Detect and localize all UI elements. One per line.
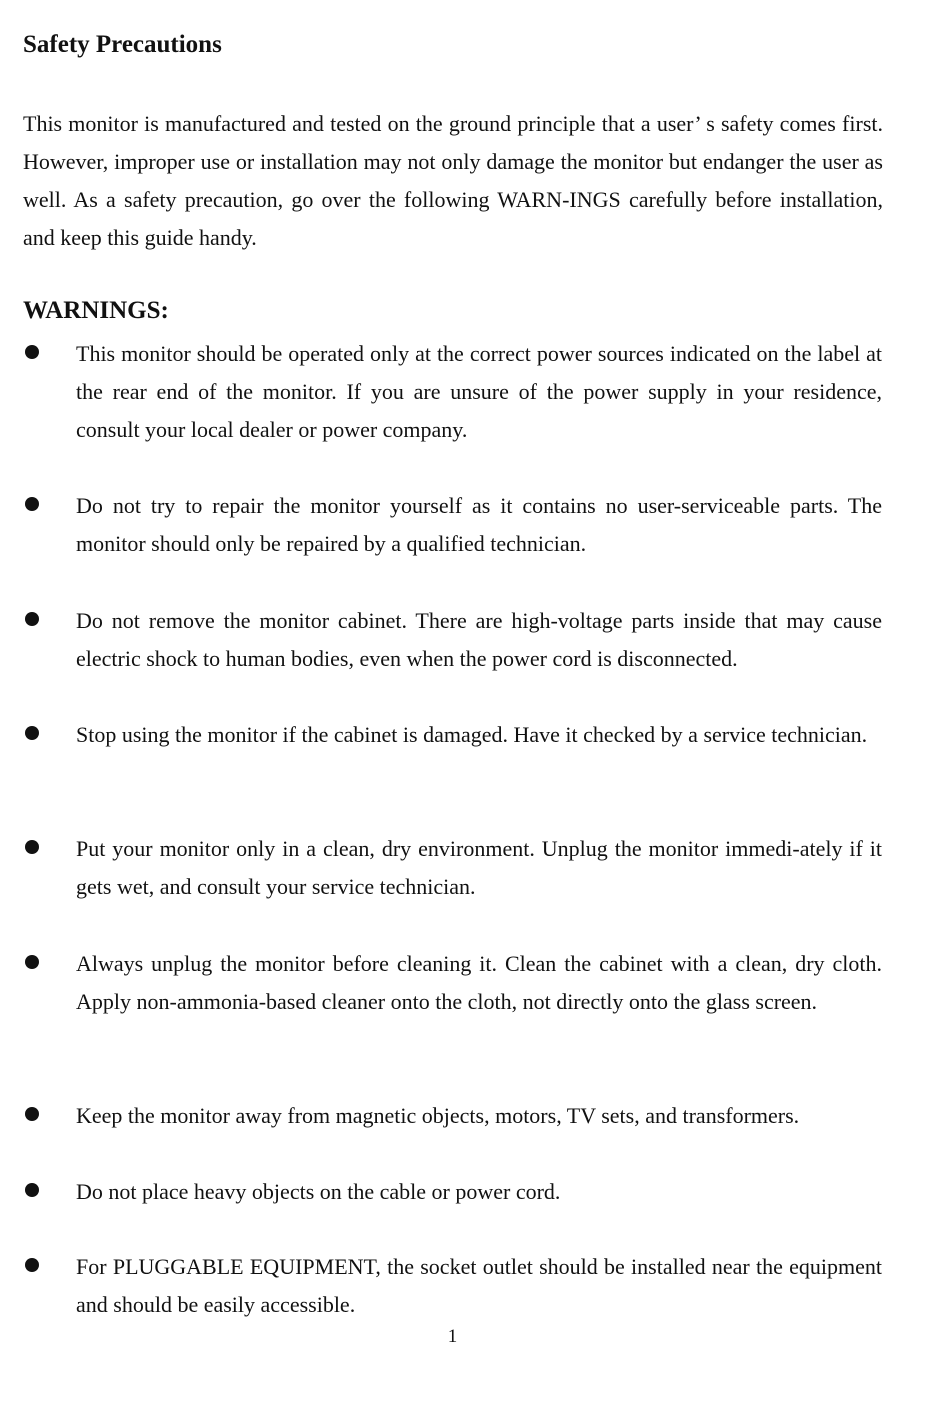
intro-paragraph: This monitor is manufactured and tested on the ground principle that a user’ s safety comes first. However, improper use or installation may not only damage the monitor but endanger the user as well. As a safety precaution, go over the following WARN-INGS carefully before installation, and keep this guide handy. — [23, 111, 883, 250]
bullet-icon — [25, 840, 39, 854]
warning-text: Do not place heavy objects on the cable or power cord. — [76, 1179, 561, 1204]
bullet-icon — [25, 497, 39, 511]
warning-text: This monitor should be operated only at the correct power sources indicated on the label at the rear end of the monitor. If you are unsure of the power supply in your residence, consult your local dealer or power company. — [76, 341, 882, 442]
bullet-icon — [25, 1258, 39, 1272]
warning-text: Do not try to repair the monitor yourself as it contains no user-serviceable parts. The monitor should only be repaired by a qualified technician. — [76, 493, 882, 556]
page-number: 1 — [447, 1326, 458, 1347]
warning-text: Always unplug the monitor before cleaning it. Clean the cabinet with a clean, dry cloth. Apply non-ammonia-based cleaner onto the cloth, not directly onto the glass screen. — [76, 951, 882, 1014]
bullet-icon — [25, 726, 39, 740]
warning-text: Do not remove the monitor cabinet. There are high-voltage parts inside that may cause electric shock to human bodies, even when the power cord is disconnected. — [76, 608, 882, 671]
warning-text: For PLUGGABLE EQUIPMENT, the socket outlet should be installed near the equipment and should be easily accessible. — [76, 1254, 882, 1317]
bullet-icon — [25, 1107, 39, 1121]
bullet-icon — [25, 345, 39, 359]
bullet-icon — [25, 955, 39, 969]
bullet-icon — [25, 612, 39, 626]
page-title: Safety Precautions — [23, 31, 222, 58]
warning-text: Keep the monitor away from magnetic objects, motors, TV sets, and transformers. — [76, 1103, 800, 1128]
warnings-heading: WARNINGS: — [23, 297, 169, 324]
warning-text: Put your monitor only in a clean, dry environment. Unplug the monitor immedi-ately if it gets wet, and consult your service technician. — [76, 836, 882, 899]
warning-text: Stop using the monitor if the cabinet is damaged. Have it checked by a service technician. — [76, 722, 868, 747]
bullet-icon — [25, 1183, 39, 1197]
